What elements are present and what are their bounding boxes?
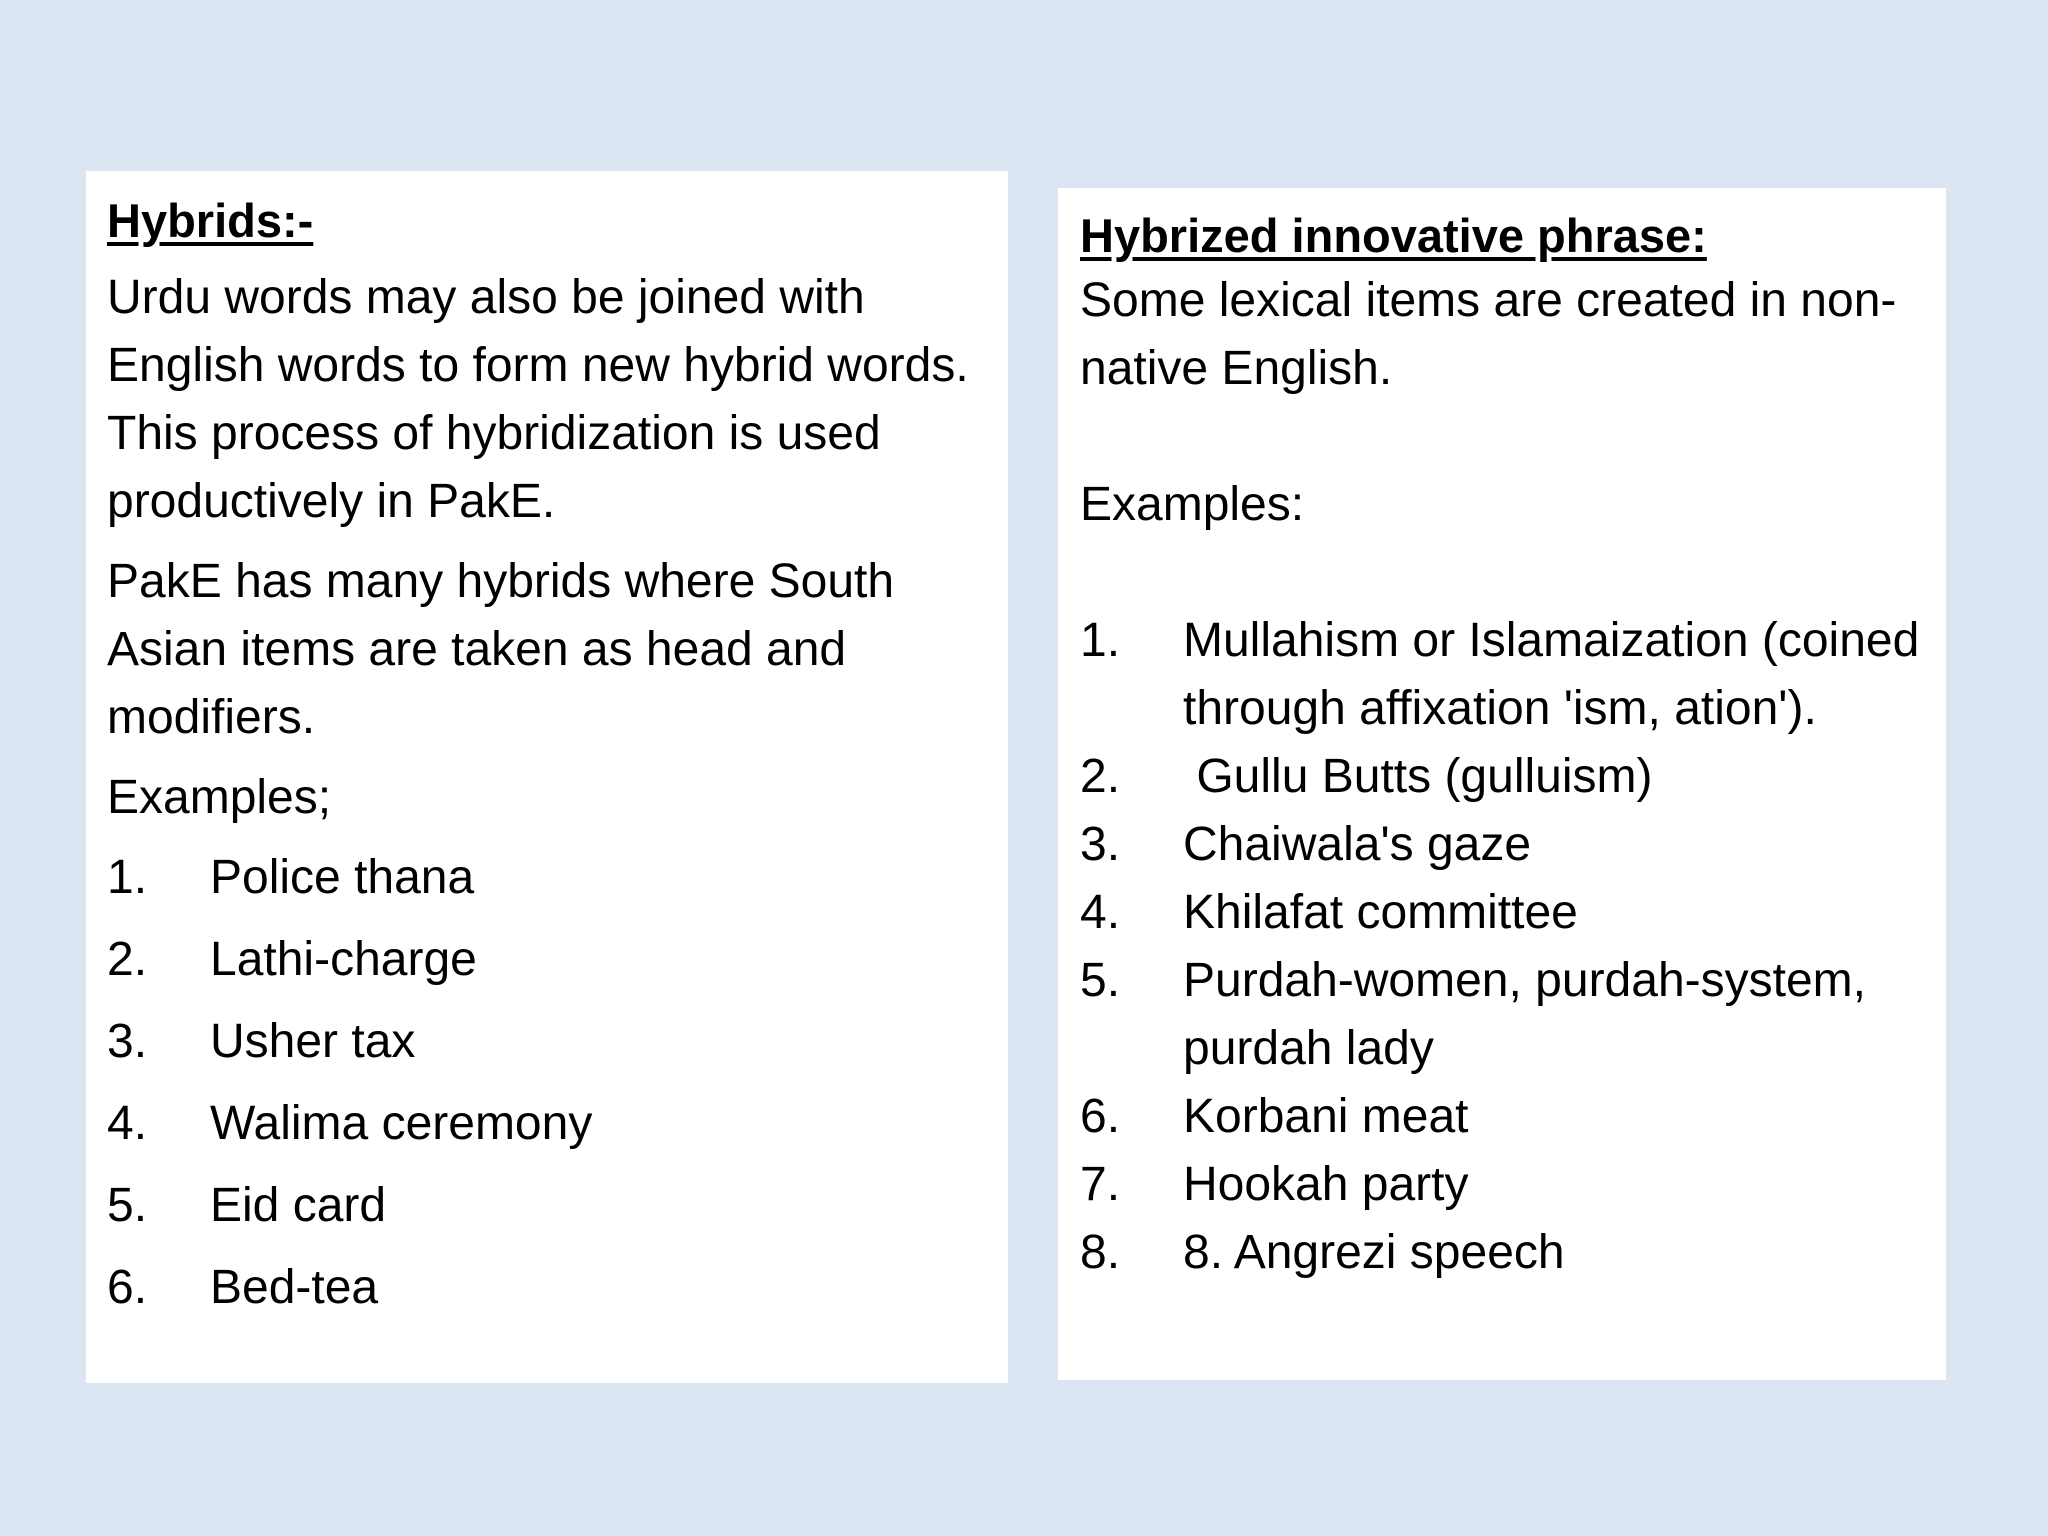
list-item-text: Lathi-charge [210, 933, 477, 987]
list-item [107, 1254, 988, 1322]
hybrized-phrase-card [1058, 188, 1946, 1380]
list-item-text: Hookah party [1183, 1158, 1469, 1212]
list-item-number: 3. [1080, 818, 1121, 872]
list-item [107, 1172, 988, 1240]
hybrized-examples-label: Examples: [1080, 478, 1305, 532]
blank-line [1080, 539, 1926, 607]
list-item-number: 6. [1080, 1090, 1121, 1144]
list-item [1080, 1151, 1926, 1219]
list-item [1080, 607, 1926, 743]
hybrids-card [86, 171, 1008, 1383]
list-item-number: 3. [107, 1015, 148, 1069]
list-item-text: Gullu Butts (gulluism) [1183, 750, 1653, 804]
hybrids-paragraph-2: PakE has many hybrids where South Asian items are taken as head and modifiers. [107, 555, 895, 745]
list-item-number: 2. [107, 933, 148, 987]
hybrids-example-list [107, 844, 988, 1322]
list-item-number: 4. [1080, 886, 1121, 940]
hybrids-paragraph-1: Urdu words may also be joined with English words to form new hybrid words. This process of hybridization is used productively in PakE. [107, 271, 969, 529]
blank-line [1080, 403, 1926, 471]
list-item-text: Police thana [210, 851, 475, 905]
list-item-number: 8. [1080, 1226, 1121, 1280]
list-item [107, 844, 988, 912]
list-item-text: Walima ceremony [210, 1097, 593, 1151]
list-item [1080, 743, 1926, 811]
list-item-number: 1. [107, 851, 148, 905]
list-item-text: Usher tax [210, 1015, 416, 1069]
list-item-number: 7. [1080, 1158, 1121, 1212]
list-item-text: Bed-tea [210, 1261, 379, 1315]
list-item-number: 1. [1080, 614, 1121, 668]
hybrized-heading: Hybrized innovative phrase: [1080, 209, 1707, 262]
list-item-text: Eid card [210, 1179, 387, 1233]
list-item [107, 1090, 988, 1158]
list-item-number: 4. [107, 1097, 148, 1151]
list-item [1080, 879, 1926, 947]
list-item-text: Purdah-women, purdah-system, purdah lady [1183, 954, 1866, 1076]
list-item [107, 1008, 988, 1076]
list-item-text: Khilafat committee [1183, 886, 1578, 940]
hybrids-examples-label: Examples; [107, 771, 332, 825]
list-item-text: Chaiwala's gaze [1183, 818, 1532, 872]
list-item [1080, 811, 1926, 879]
list-item-number: 2. [1080, 750, 1121, 804]
list-item-number: 6. [107, 1261, 148, 1315]
list-item [1080, 947, 1926, 1083]
list-item-number: 5. [1080, 954, 1121, 1008]
hybrized-paragraph-1: Some lexical items are created in non-native English. [1080, 274, 1897, 396]
hybrids-heading: Hybrids:- [107, 194, 314, 247]
list-item-number: 5. [107, 1179, 148, 1233]
list-item-text: Korbani meat [1183, 1090, 1469, 1144]
list-item-text: 8. Angrezi speech [1183, 1226, 1565, 1280]
hybrized-example-list [1080, 607, 1926, 1287]
list-item [1080, 1083, 1926, 1151]
list-item [107, 926, 988, 994]
list-item-text: Mullahism or Islamaization (coined through affixation 'ism, ation'). [1183, 614, 1920, 736]
list-item [1080, 1219, 1926, 1287]
